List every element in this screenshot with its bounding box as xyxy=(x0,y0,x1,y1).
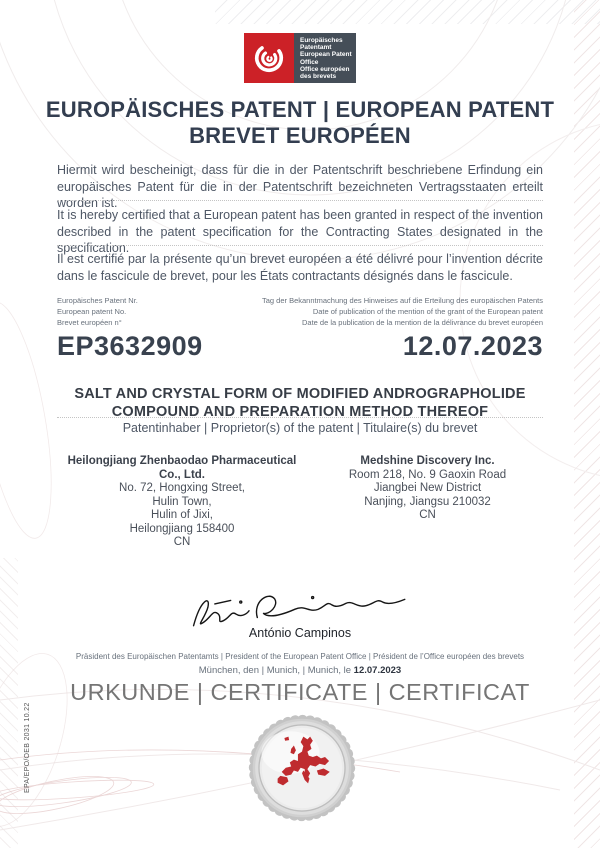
proprietor-heading: Patentinhaber | Proprietor(s) of the patent | Titulaire(s) du brevet xyxy=(122,421,478,435)
separator xyxy=(57,245,543,246)
certificate-title-line1: EUROPÄISCHES PATENT | EUROPEAN PATENT xyxy=(45,97,555,122)
patent-number-label-fr: Brevet européen n° xyxy=(57,318,122,327)
certificate-title-line2: BREVET EUROPÉEN xyxy=(189,123,411,148)
invention-title xyxy=(40,385,560,421)
patent-number-label-en: European patent No. xyxy=(57,307,127,316)
signing-place: München, den | Munich, | Munich, le xyxy=(198,665,352,676)
proprietor-block-2 xyxy=(310,455,545,523)
epo-spiral-icon xyxy=(244,33,294,83)
grant-date: 12.07.2023 xyxy=(402,331,543,361)
proprietor-2-address-line: CN xyxy=(419,509,436,521)
signing-date: 12.07.2023 xyxy=(353,665,402,676)
certificate-title xyxy=(0,97,600,149)
grant-date-label-de: Tag der Bekanntmachung des Hinweises auf die Erteilung des europäischen Patents xyxy=(261,296,543,305)
proprietor-1-address-line: CN xyxy=(173,536,191,548)
grant-date-label-fr: Date de la publication de la mention de la délivrance du brevet européen xyxy=(302,318,543,327)
invention-title-line2: COMPOUND AND PREPARATION METHOD THEREOF xyxy=(111,404,489,420)
grant-date-label-en: Date of publication of the mention of the grant of the European patent xyxy=(312,307,543,316)
form-code: EPA/EPO/OEB 2031 10.22 xyxy=(24,702,31,793)
certificate-word-line: URKUNDE | CERTIFICATE | CERTIFICAT xyxy=(70,679,530,705)
proprietor-block-1 xyxy=(57,455,307,550)
certification-text-french: Il est certifié par la présente qu’un brevet européen a été délivré pour l’invention décrite dans le fascicule de brevet, pour les États contractants désignés dans le fascicule. xyxy=(57,252,543,283)
proprietor-1-name: Heilongjiang Zhenbaodao Pharmaceutical Co., Ltd. xyxy=(67,455,297,481)
patent-number-label-de: Europäisches Patent Nr. xyxy=(57,296,138,305)
signing-place-date xyxy=(0,665,600,676)
certification-text-german: Hiermit wird bescheinigt, dass für die in der Patentschrift beschriebene Erfindung ein europäisches Patent für die in der Patentschrift bezeichneten Vertragsstaaten erteilt worden ist. xyxy=(57,163,543,210)
europe-map-seal-icon xyxy=(244,710,360,826)
proprietor-2-name: Medshine Discovery Inc. xyxy=(360,455,495,467)
proprietor-1-address-line: No. 72, Hongxing Street, xyxy=(119,482,245,494)
proprietor-2-address-line: Nanjing, Jiangsu 210032 xyxy=(364,495,491,508)
patent-number: EP3632909 xyxy=(57,331,203,361)
certification-text-english: It is hereby certified that a European patent has been granted in respect of the invention described in the patent specification for the Contracting States designated in the specification. xyxy=(57,208,543,255)
logo-org-fr: Office européen des brevets xyxy=(300,65,350,81)
separator xyxy=(57,417,543,418)
epo-logo xyxy=(244,33,356,83)
patent-number-labels xyxy=(57,295,138,328)
epo-logo-text xyxy=(294,33,356,83)
proprietor-2-address-line: Jiangbei New District xyxy=(373,482,482,494)
president-title-line: Präsident des Europäischen Patentamts | President of the European Patent Office | Président de l’Office européen des brevets xyxy=(75,652,525,661)
grant-date-labels xyxy=(262,295,543,328)
proprietor-1-address-line: Hulin of Jixi, xyxy=(151,509,213,521)
proprietor-1-address-line: Hulin Town, xyxy=(152,495,212,508)
separator xyxy=(57,200,543,201)
logo-org-en: European Patent Office xyxy=(300,51,352,66)
proprietor-1-address-line: Heilongjiang 158400 xyxy=(129,522,235,535)
president-name: António Campinos xyxy=(248,626,352,640)
proprietor-2-address-line: Room 218, No. 9 Gaoxin Road xyxy=(348,468,507,481)
logo-org-de: Europäisches Patentamt xyxy=(300,37,343,52)
invention-title-line1: SALT AND CRYSTAL FORM OF MODIFIED ANDROGRAPHOLIDE xyxy=(74,386,526,402)
handwritten-signature-icon xyxy=(184,584,415,632)
